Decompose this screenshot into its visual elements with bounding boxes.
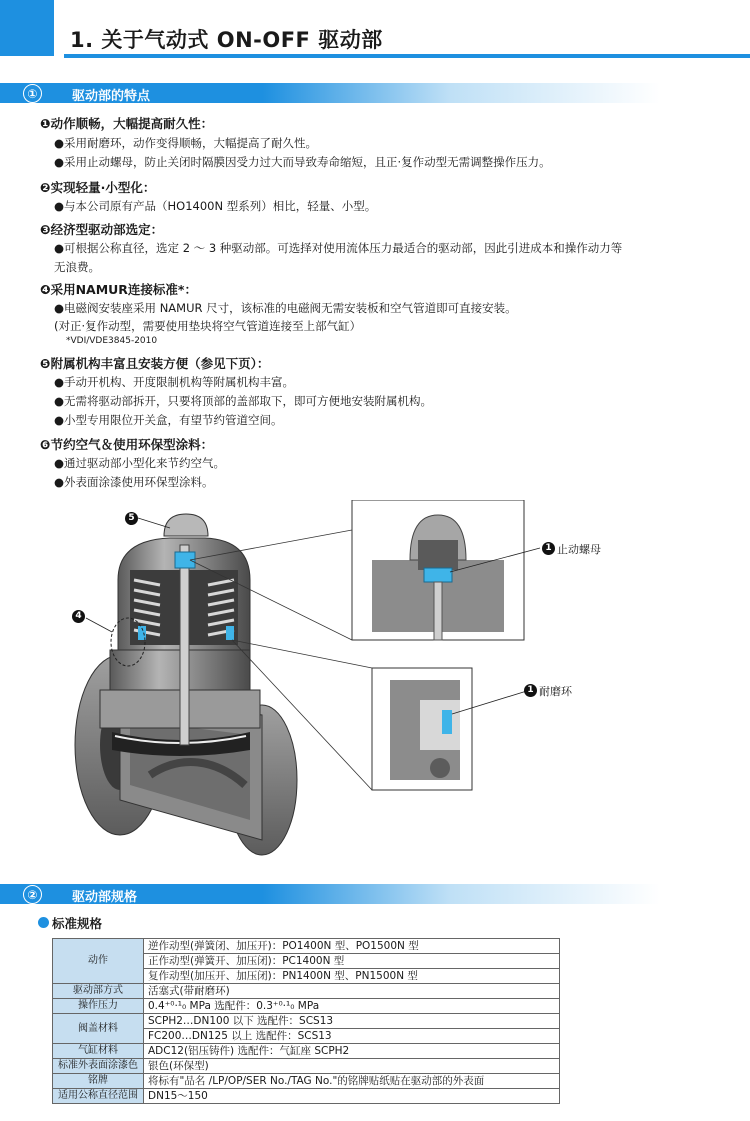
feature-line: (对正·复作动型，需要使用垫块将空气管道连接至上部气缸） xyxy=(54,319,362,333)
feature-heading: ❻节约空气＆使用环保型涂料： xyxy=(40,437,214,452)
feature-line: ●电磁阀安装座采用 NAMUR 尺寸，该标准的电磁阀无需安装板和空气管道即可直接安装。 xyxy=(54,301,517,315)
row-value: ADC12(铝压铸件) 选配件：气缸座 SCPH2 xyxy=(144,1044,560,1059)
row-value: DN15～150 xyxy=(144,1089,560,1104)
row-value: SCPH2…DN100 以下 选配件：SCS13 xyxy=(144,1014,560,1029)
table-row xyxy=(53,1059,560,1074)
spec-table xyxy=(52,938,560,1104)
callout-4-marker: 4 xyxy=(72,610,85,623)
callout-5-marker: 5 xyxy=(125,512,138,525)
valve-cutaway-illustration xyxy=(0,500,750,870)
section-title: 驱动部规格 xyxy=(72,890,138,905)
feature-heading: ❷实现轻量·小型化： xyxy=(40,180,156,195)
spec-title: 标准规格 xyxy=(52,916,103,931)
row-value: 正作动型(弹簧开、加压闭)：PC1400N 型 xyxy=(144,954,560,969)
feature-line: ●采用止动螺母，防止关闭时隔膜因受力过大而导致寿命缩短，且正·复作动型无需调整操作压力。 xyxy=(54,155,551,169)
feature-heading: ❸经济型驱动部选定： xyxy=(40,222,164,237)
row-label: 铭牌 xyxy=(53,1074,144,1089)
feature-line: ●与本公司原有产品（HO1400N 型系列）相比，轻量、小型。 xyxy=(54,199,377,213)
row-label: 动作 xyxy=(53,939,144,984)
row-value: 复作动型(加压开、加压闭)：PN1400N 型、PN1500N 型 xyxy=(144,969,560,984)
feature-line: ●可根据公称直径，选定 2 ～ 3 种驱动部。可选择对使用流体压力最适合的驱动部，因此引进成本和操作动力等 xyxy=(54,241,623,255)
callout-stop-nut-label: 止动螺母 xyxy=(557,543,601,556)
row-label: 标准外表面涂漆色 xyxy=(53,1059,144,1074)
row-label: 操作压力 xyxy=(53,999,144,1014)
callout-wear-ring-label: 耐磨环 xyxy=(539,685,572,698)
row-value: 0.4⁺⁰·¹₀ MPa 选配件：0.3⁺⁰·¹₀ MPa xyxy=(144,999,560,1014)
row-label: 阀盖材料 xyxy=(53,1014,144,1044)
feature-heading: ❶动作顺畅，大幅提高耐久性： xyxy=(40,116,214,131)
page-title: 1. 关于气动式 ON-OFF 驱动部 xyxy=(70,28,383,52)
row-value: FC200…DN125 以上 选配件：SCS13 xyxy=(144,1029,560,1044)
feature-heading: ❹采用NAMUR连接标准*： xyxy=(40,282,197,297)
feature-line: ●手动开机构、开度限制机构等附属机构丰富。 xyxy=(54,375,295,389)
row-value: 活塞式(带耐磨环) xyxy=(144,984,560,999)
row-value: 将标有"品名 /LP/OP/SER No./TAG No."的铭牌贴纸贴在驱动部的外表面 xyxy=(144,1074,560,1089)
table-row xyxy=(53,1089,560,1104)
feature-note: *VDI/VDE3845-2010 xyxy=(66,336,158,346)
callout-wear-ring-marker: 1 xyxy=(524,684,537,697)
table-row xyxy=(53,999,560,1014)
row-label: 驱动部方式 xyxy=(53,984,144,999)
header-rule xyxy=(64,54,750,58)
row-label: 气缸材料 xyxy=(53,1044,144,1059)
table-row xyxy=(53,1074,560,1089)
section-number: ② xyxy=(23,885,42,904)
header-accent-block xyxy=(0,0,54,56)
feature-line: ●通过驱动部小型化来节约空气。 xyxy=(54,456,226,470)
callout-stop-nut-marker: 1 xyxy=(542,542,555,555)
table-row xyxy=(53,984,560,999)
table-row xyxy=(53,1044,560,1059)
row-value: 逆作动型(弹簧闭、加压开)：PO1400N 型、PO1500N 型 xyxy=(144,939,560,954)
feature-line: ●无需将驱动部拆开，只要将顶部的盖部取下，即可方便地安装附属机构。 xyxy=(54,394,433,408)
section-number: ① xyxy=(23,84,42,103)
table-row xyxy=(53,939,560,954)
feature-line: ●外表面涂漆使用环保型涂料。 xyxy=(54,475,214,489)
bullet-dot xyxy=(38,917,49,928)
feature-heading: ❺附属机构丰富且安装方便（参见下页）： xyxy=(40,356,270,371)
feature-line: 无浪费。 xyxy=(54,260,100,274)
row-value: 银色(环保型) xyxy=(144,1059,560,1074)
feature-line: ●小型专用限位开关盒，有望节约管道空间。 xyxy=(54,413,283,427)
section-title: 驱动部的特点 xyxy=(72,89,151,104)
feature-line: ●采用耐磨环，动作变得顺畅，大幅提高了耐久性。 xyxy=(54,136,318,150)
table-row xyxy=(53,1014,560,1029)
row-label: 适用公称直径范围 xyxy=(53,1089,144,1104)
